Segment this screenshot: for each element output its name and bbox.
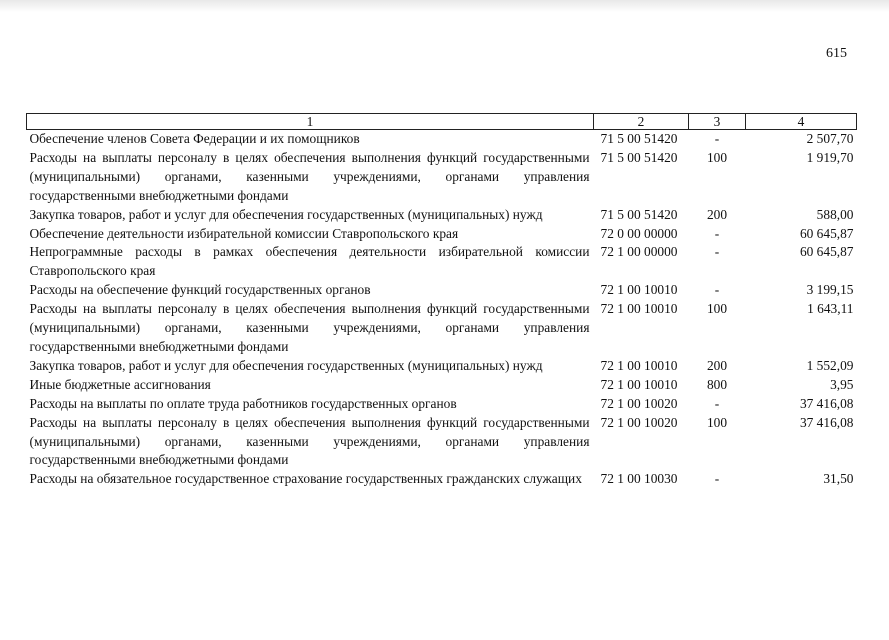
row-name: Расходы на обязательное государственное страхование государственных гражданских служащих bbox=[29, 471, 582, 487]
row-name: Расходы на выплаты персоналу в целях обеспечения выполнения функций государственными (муниципальными) органами, казенными учреждениями, органами управления государственными внебюджетными фондами bbox=[29, 301, 590, 354]
header-col-3: 3 bbox=[689, 114, 746, 130]
header-col-4: 4 bbox=[746, 114, 857, 130]
row-vr: - bbox=[714, 131, 720, 146]
row-amount: 1 552,09 bbox=[806, 357, 854, 373]
table-row bbox=[27, 281, 857, 300]
row-code: 72 1 00 10010 bbox=[600, 376, 678, 392]
row-name: Обеспечение деятельности избирательной комиссии Ставропольского края bbox=[29, 225, 459, 241]
table-row bbox=[27, 395, 857, 414]
row-amount: 37 416,08 bbox=[799, 414, 854, 430]
table-row bbox=[27, 206, 857, 225]
row-code: 72 1 00 10010 bbox=[600, 301, 678, 317]
row-vr: 800 bbox=[706, 376, 728, 392]
row-name: Закупка товаров, работ и услуг для обеспечения государственных (муниципальных) нужд bbox=[29, 206, 543, 222]
row-name: Расходы на выплаты персоналу в целях обеспечения выполнения функций государственными (муниципальными) органами, казенными учреждениями, органами управления государственными внебюджетными фондами bbox=[29, 414, 590, 468]
row-vr: 200 bbox=[706, 357, 728, 373]
row-amount: 37 416,08 bbox=[799, 395, 854, 411]
row-code: 72 1 00 00000 bbox=[600, 244, 678, 260]
row-name: Расходы на выплаты персоналу в целях обеспечения выполнения функций государственными (муниципальными) органами, казенными учреждениями, органами управления государственными внебюджетными фондами bbox=[29, 149, 590, 203]
row-vr: - bbox=[714, 395, 720, 411]
table-row bbox=[27, 376, 857, 395]
table-row bbox=[27, 414, 857, 471]
row-vr: - bbox=[714, 244, 720, 260]
row-name: Расходы на обеспечение функций государственных органов bbox=[29, 282, 371, 298]
row-name: Обеспечение членов Совета Федерации и их помощников bbox=[29, 131, 360, 146]
row-vr: 100 bbox=[706, 149, 728, 165]
row-code: 71 5 00 51420 bbox=[600, 206, 678, 222]
row-amount: 60 645,87 bbox=[799, 225, 854, 241]
table-row bbox=[27, 243, 857, 281]
row-vr: 200 bbox=[706, 206, 728, 222]
row-vr: 100 bbox=[706, 301, 728, 317]
row-code: 72 1 00 10010 bbox=[600, 357, 678, 373]
row-name: Расходы на выплаты по оплате труда работников государственных органов bbox=[29, 395, 457, 411]
row-code: 72 1 00 10020 bbox=[600, 414, 678, 430]
row-code: 71 5 00 51420 bbox=[600, 131, 678, 146]
row-amount: 588,00 bbox=[816, 206, 854, 222]
scan-edge-shade bbox=[0, 0, 889, 12]
table-row bbox=[27, 470, 857, 489]
header-row bbox=[27, 114, 857, 130]
table-row bbox=[27, 149, 857, 206]
row-name: Иные бюджетные ассигнования bbox=[29, 376, 211, 392]
header-col-2: 2 bbox=[594, 114, 689, 130]
row-code: 72 1 00 10020 bbox=[600, 395, 678, 411]
row-vr: - bbox=[714, 471, 720, 487]
table-header bbox=[27, 114, 857, 130]
row-amount: 1 643,11 bbox=[807, 301, 854, 317]
table-row bbox=[27, 357, 857, 376]
row-name: Непрограммные расходы в рамках обеспечения деятельности избирательной комиссии Ставропольского края bbox=[29, 244, 590, 279]
row-amount: 1 919,70 bbox=[806, 149, 854, 165]
row-name: Закупка товаров, работ и услуг для обеспечения государственных (муниципальных) нужд bbox=[29, 357, 543, 373]
table-row bbox=[27, 300, 857, 357]
row-amount: 3 199,15 bbox=[806, 282, 854, 298]
row-amount: 2 507,70 bbox=[806, 131, 854, 146]
table-body bbox=[27, 130, 857, 490]
row-vr: - bbox=[714, 225, 720, 241]
page-number: 615 bbox=[826, 46, 847, 61]
row-code: 71 5 00 51420 bbox=[600, 149, 678, 165]
row-amount: 60 645,87 bbox=[799, 244, 854, 260]
table-row bbox=[27, 225, 857, 244]
row-amount: 3,95 bbox=[830, 376, 854, 392]
row-code: 72 1 00 10010 bbox=[600, 282, 678, 298]
budget-table bbox=[26, 113, 857, 489]
row-vr: - bbox=[714, 282, 720, 298]
row-amount: 31,50 bbox=[823, 471, 854, 487]
table-row bbox=[27, 130, 857, 149]
row-code: 72 1 00 10030 bbox=[600, 471, 678, 487]
row-code: 72 0 00 00000 bbox=[600, 225, 678, 241]
header-col-1: 1 bbox=[27, 114, 594, 130]
row-vr: 100 bbox=[706, 414, 728, 430]
